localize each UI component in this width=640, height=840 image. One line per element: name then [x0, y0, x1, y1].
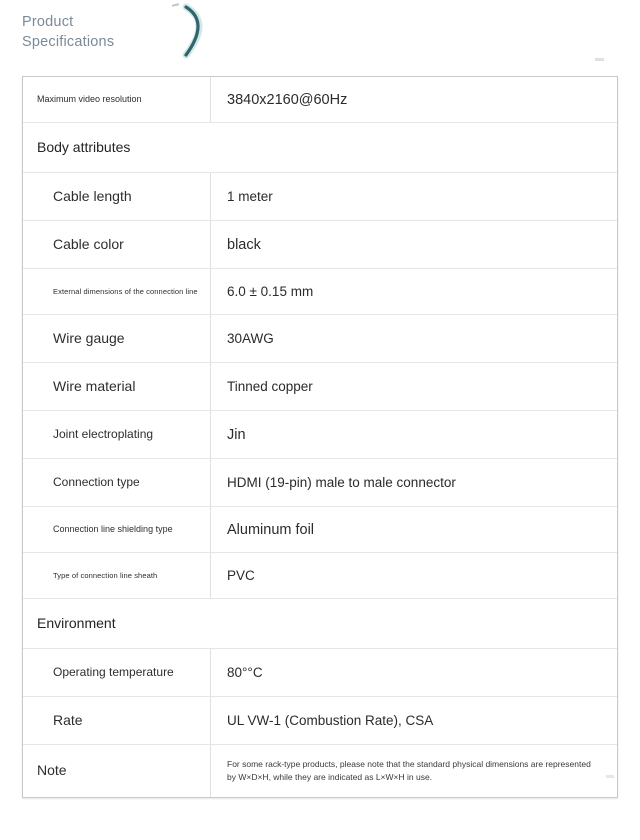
row-value: UL VW-1 (Combustion Rate), CSA [227, 713, 434, 728]
row-label: Cable color [53, 235, 124, 252]
table-row [23, 269, 617, 315]
row-note-value: For some rack-type products, please note that the standard physical dimensions are represented by W×D×H, while they are indicated as L×W×H in use. [227, 759, 591, 782]
row-value: 1 meter [227, 189, 273, 204]
page-header [0, 0, 640, 70]
row-value: Jin [227, 426, 246, 443]
row-value: HDMI (19-pin) male to male connector [227, 475, 456, 490]
row-label: Operating temperature [53, 665, 174, 679]
table-row [23, 315, 617, 363]
row-value: 80°°C [227, 665, 263, 680]
row-label-cell [23, 599, 617, 648]
row-label-cell [23, 649, 211, 696]
row-label: External dimensions of the connection line [53, 286, 198, 296]
row-label: Connection line shielding type [53, 523, 173, 534]
table-row [23, 363, 617, 411]
row-label-cell [23, 553, 211, 598]
crescent-arc-icon [168, 0, 228, 62]
row-value: Aluminum foil [227, 521, 315, 538]
table-row [23, 697, 617, 745]
table-section-header [23, 123, 617, 173]
row-label-cell [23, 77, 211, 122]
row-label: Joint electroplating [53, 427, 154, 441]
page-title [22, 12, 152, 52]
table-row [23, 553, 617, 599]
row-value: PVC [227, 568, 255, 583]
row-label: Note [37, 762, 67, 779]
row-label-cell [23, 221, 211, 268]
table-row [23, 77, 617, 123]
table-row [23, 507, 617, 553]
section-title: Body attributes [37, 138, 131, 155]
row-value: 30AWG [227, 331, 274, 346]
row-label: Cable length [53, 187, 132, 204]
row-label: Connection type [53, 475, 140, 489]
row-label-cell [23, 745, 211, 797]
row-label-cell [23, 507, 211, 552]
row-label: Rate [53, 711, 83, 728]
table-row [23, 459, 617, 507]
row-label: Maximum video resolution [37, 93, 142, 104]
scan-artifact-bottom [606, 775, 614, 778]
page-title-line-1: Product [22, 14, 74, 30]
page-title-line-2: Specifications [22, 34, 115, 50]
row-label: Wire material [53, 377, 136, 394]
table-row [23, 173, 617, 221]
table-row [23, 745, 617, 797]
row-label-cell [23, 123, 617, 172]
scan-artifact-top [595, 58, 604, 61]
row-value: 3840x2160@60Hz [227, 91, 348, 108]
row-value: 6.0 ± 0.15 mm [227, 284, 314, 299]
section-title: Environment [37, 614, 116, 631]
specifications-table [22, 76, 618, 798]
row-label: Type of connection line sheath [53, 570, 158, 580]
row-label-cell [23, 363, 211, 410]
row-label-cell [23, 459, 211, 506]
row-label-cell [23, 315, 211, 362]
table-row [23, 411, 617, 459]
row-label-cell [23, 411, 211, 458]
table-section-header [23, 599, 617, 649]
row-label-cell [23, 269, 211, 314]
table-row [23, 221, 617, 269]
row-label-cell [23, 697, 211, 744]
row-value: black [227, 236, 261, 253]
row-label-cell [23, 173, 211, 220]
row-value: Tinned copper [227, 379, 313, 394]
row-label: Wire gauge [53, 329, 125, 346]
table-row [23, 649, 617, 697]
